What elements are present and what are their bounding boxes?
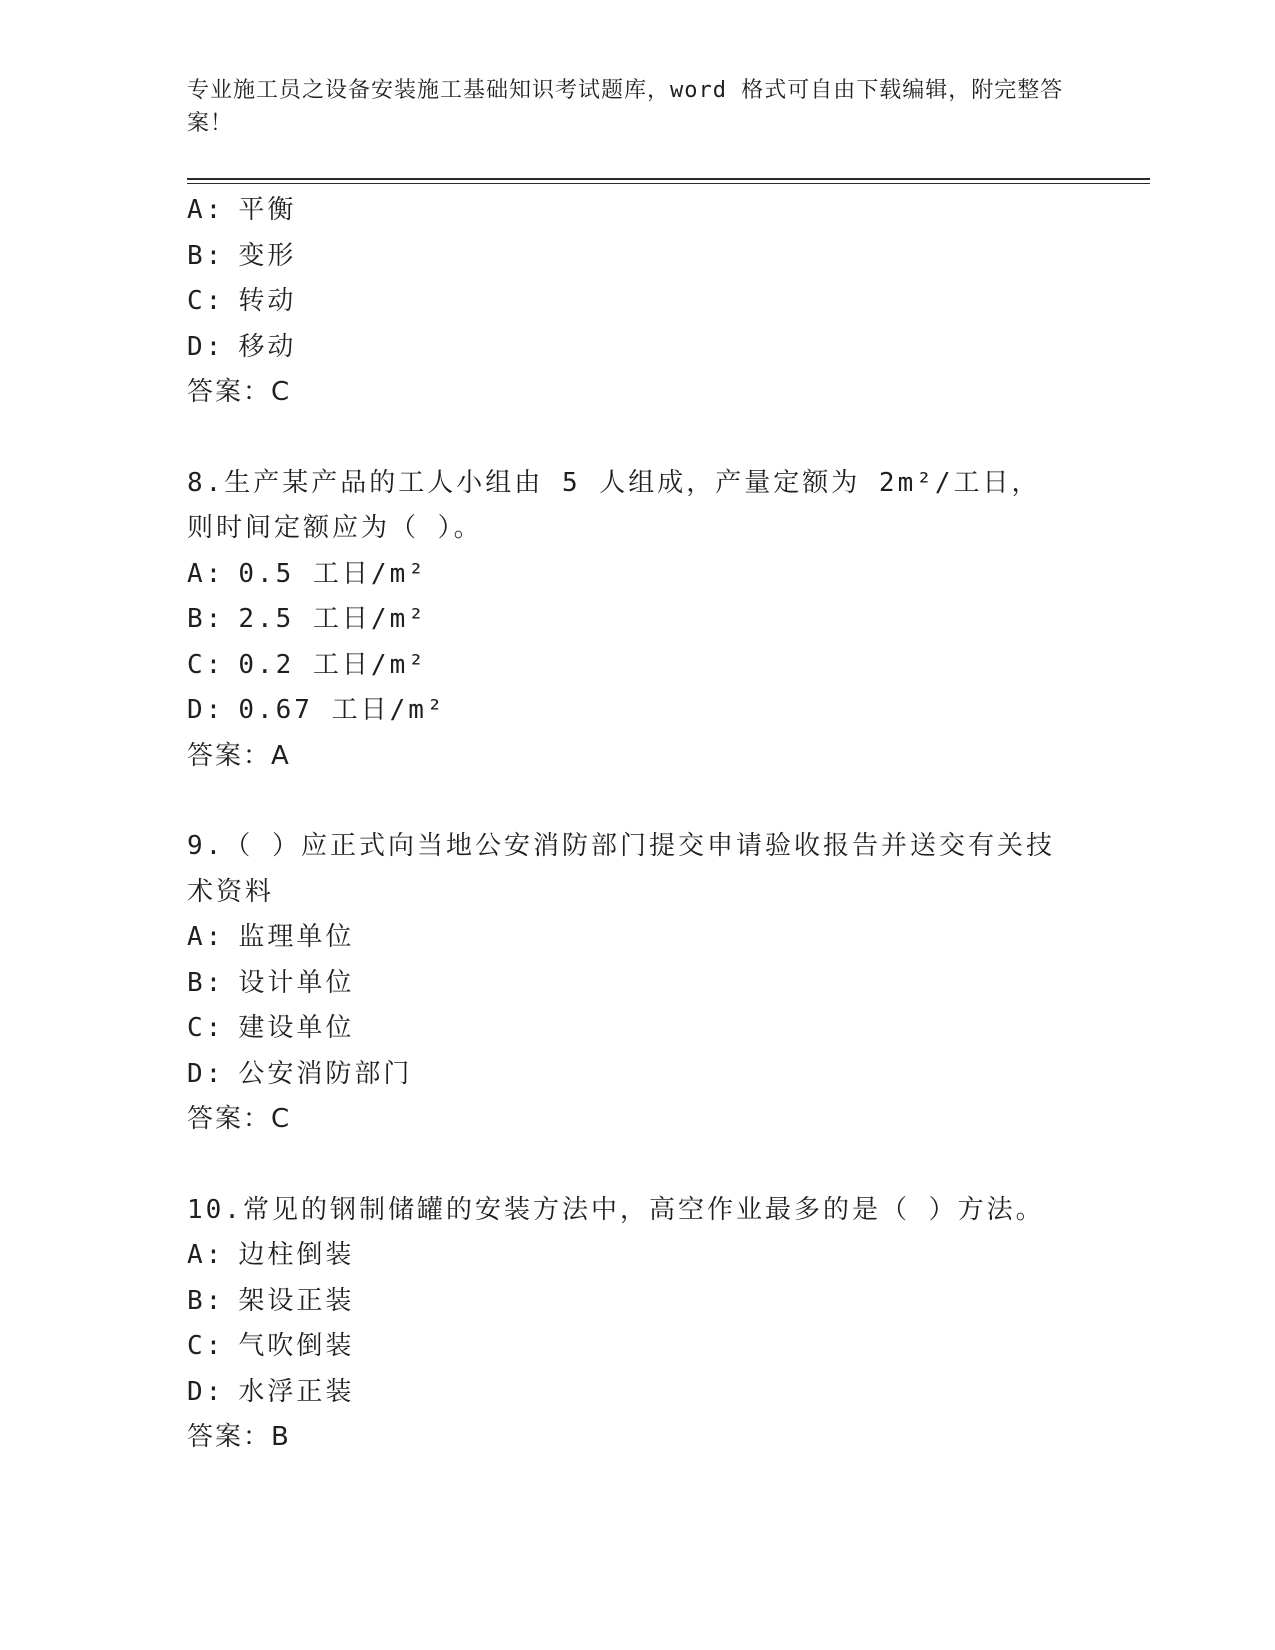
option-row [187,961,1087,1007]
option-text: 建设单位 [238,1013,355,1043]
option-letter: A: [187,922,225,952]
answer-line: 答案：C [187,1104,292,1134]
option-text: 平衡 [238,195,297,225]
option-text: 气吹倒装 [238,1331,355,1361]
option-text: 设计单位 [238,967,355,998]
option-letter: D: [187,695,225,725]
header-divider [187,178,1150,184]
answer-line: 答案：C [187,377,292,407]
option-letter: D: [187,1058,225,1089]
option-text: 0.67 工日/m² [238,695,446,725]
option-letter: A: [187,558,225,589]
spacer [187,416,1087,461]
option-letter: A: [187,195,225,225]
option-text: 0.2 工日/m² [238,649,427,680]
option-row [187,597,1087,643]
option-letter: B: [187,604,225,634]
option-text: 水浮正装 [238,1376,355,1407]
option-text: 监理单位 [238,922,355,952]
question-block-8 [187,461,1087,780]
option-text: 边柱倒装 [238,1240,355,1270]
option-row [187,1279,1087,1325]
option-letter: C: [187,1331,225,1361]
option-row [187,688,1087,734]
option-text: 架设正装 [238,1285,355,1316]
option-letter: D: [187,1376,225,1407]
option-row [187,1052,1087,1098]
spacer [187,779,1087,824]
answer-line: 答案：B [187,1422,291,1452]
option-row [187,552,1087,598]
option-letter: C: [187,1013,225,1043]
option-row [187,279,1087,325]
option-text: 变形 [238,240,297,271]
question-block-7 [187,188,1087,416]
question-list [187,188,1087,1461]
option-letter: C: [187,286,225,316]
option-letter: C: [187,649,225,680]
option-row [187,1006,1087,1052]
option-text: 0.5 工日/m² [238,558,427,589]
document-header-title: 专业施工员之设备安装施工基础知识考试题库，word 格式可自由下载编辑，附完整答案！ [187,78,1064,136]
option-row [187,915,1087,961]
question-block-10 [187,1188,1087,1461]
option-text: 公安消防部门 [238,1058,413,1089]
option-letter: B: [187,967,225,998]
answer-line: 答案：A [187,740,291,771]
spacer [187,1143,1087,1188]
option-letter: A: [187,1240,225,1270]
option-row [187,325,1087,371]
question-stem: 10.常见的钢制储罐的安装方法中，高空作业最多的是（ ）方法。 [187,1194,1045,1225]
question-stem: 9.（ ）应正式向当地公安消防部门提交申请验收报告并送交有关技术资料 [187,831,1055,907]
option-letter: B: [187,240,225,271]
question-block-9 [187,824,1087,1143]
option-row [187,1324,1087,1370]
option-text: 2.5 工日/m² [238,604,427,634]
option-text: 转动 [238,286,297,316]
question-stem: 8.生产某产品的工人小组由 5 人组成，产量定额为 2m²/工日，则时间定额应为（ ）。 [187,467,1041,543]
option-row [187,188,1087,234]
option-row [187,234,1087,280]
option-row [187,1233,1087,1279]
option-row [187,643,1087,689]
option-row [187,1370,1087,1416]
option-text: 移动 [238,331,297,362]
option-letter: D: [187,331,225,362]
option-letter: B: [187,1285,225,1316]
